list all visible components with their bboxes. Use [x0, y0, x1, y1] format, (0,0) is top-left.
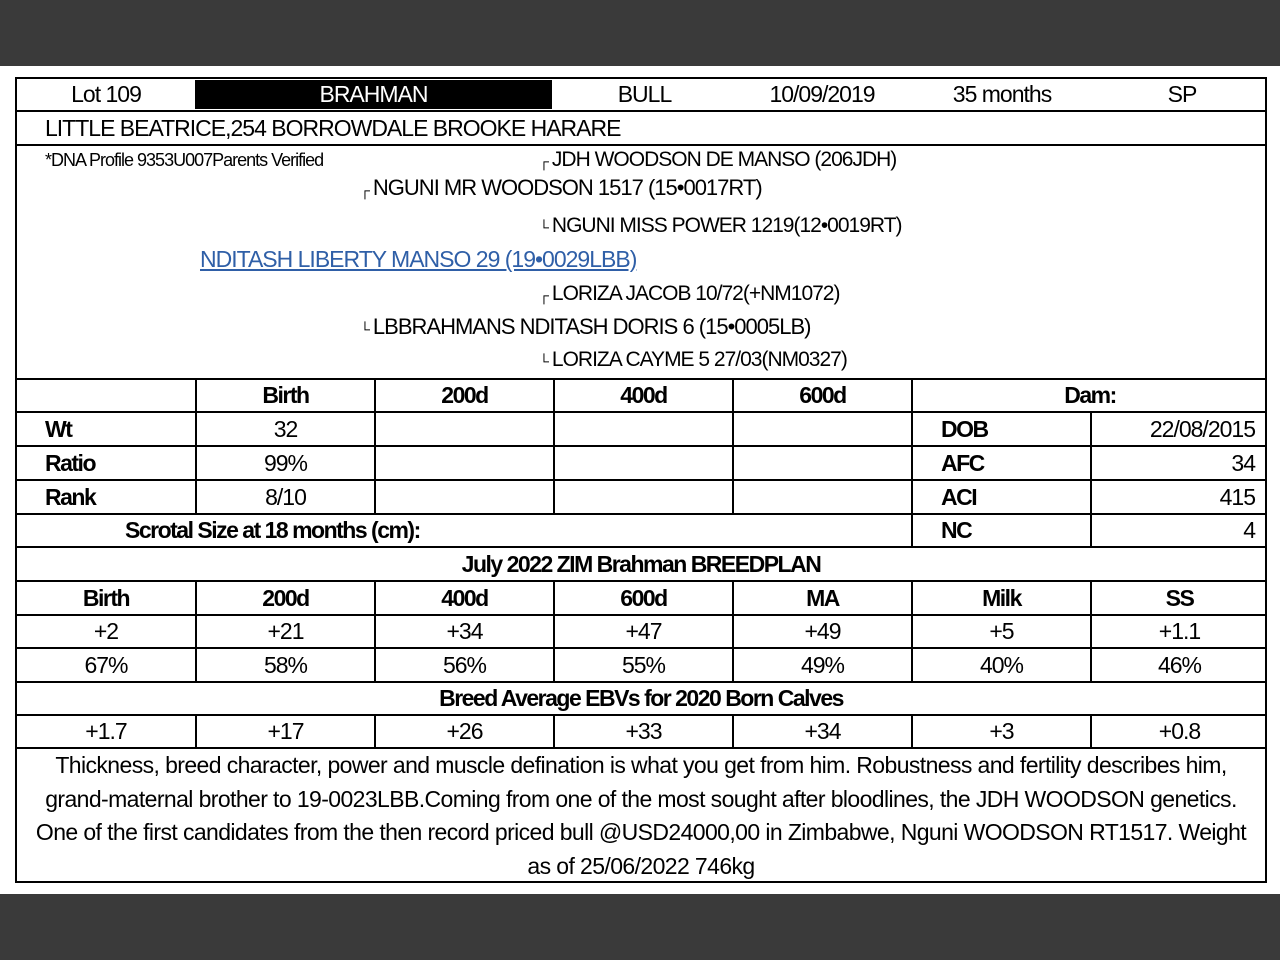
table-cell: 32: [195, 413, 374, 445]
dam-key: ACI: [911, 481, 1090, 513]
scrotal-label: Scrotal Size at 18 months (cm):: [125, 517, 420, 543]
pedigree-block: [17, 146, 1265, 380]
breed-average-title-row: [17, 683, 1265, 716]
ebv-header: SS: [1090, 582, 1267, 614]
breedplan-title-row: [17, 548, 1265, 582]
table-cell: [553, 413, 732, 445]
table-cell: [732, 481, 911, 513]
page: [0, 66, 1280, 894]
average-value: +3: [911, 716, 1090, 747]
ebv-value: +1.1: [1090, 616, 1267, 647]
col-header-birth: Birth: [195, 380, 374, 411]
pedigree-dam: └ LBBRAHMANS NDITASH DORIS 6 (15•0005LB): [360, 314, 811, 339]
dam-key: DOB: [911, 413, 1090, 445]
dam-value: 22/08/2015: [1090, 413, 1267, 445]
average-value: +26: [374, 716, 553, 747]
table-cell: [374, 481, 553, 513]
comments-paragraph: Thickness, breed character, power and muscle defination is what you get from him. Robustness and fertility describes him, grand-maternal brother to 19-0023LBB.Coming from one of the most sought after bloodlines, the JDH WOODSON genetics. One of the first candidates from the then record priced bull @USD24000,00 in Zimbabwe, Nguni WOODSON RT1517. Weight as of 25/06/2022 746kg: [35, 752, 1247, 879]
breed-label: BRAHMAN: [195, 80, 552, 109]
pedigree-sire-sire-sire: ┌ JDH WOODSON DE MANSO (206JDH): [539, 148, 897, 171]
ebv-header: Birth: [82, 584, 130, 611]
table-row: [17, 413, 1265, 447]
pedigree-sire-sire: ┌ NGUNI MR WOODSON 1517 (15•0017RT): [360, 175, 762, 200]
average-value: +1.7: [85, 718, 127, 744]
accuracy-value: 49%: [732, 649, 911, 681]
ebv-header: MA: [732, 582, 911, 614]
pedigree-sire-sire-dam: └ NGUNI MISS POWER 1219(12•0019RT): [539, 214, 902, 237]
ebv-header: 600d: [553, 582, 732, 614]
accuracy-value: 55%: [553, 649, 732, 681]
dam-value: 415: [1090, 481, 1267, 513]
table-cell: [553, 481, 732, 513]
breed-average-title: Breed Average EBVs for 2020 Born Calves: [439, 685, 843, 711]
ebv-value: +47: [553, 616, 732, 647]
table-cell: [732, 447, 911, 479]
table-row: [17, 447, 1265, 481]
ebv-value: +5: [911, 616, 1090, 647]
ebv-header: 200d: [195, 582, 374, 614]
accuracy-value: 67%: [84, 651, 128, 678]
ebv-header: Milk: [911, 582, 1090, 614]
table-row: [17, 481, 1265, 515]
sex-label: BULL: [617, 81, 672, 107]
row-label: Ratio: [45, 449, 95, 476]
ebv-value: +21: [195, 616, 374, 647]
pedigree-dam-dam: └ LORIZA CAYME 5 27/03(NM0327): [539, 348, 847, 371]
sire-link[interactable]: NDITASH LIBERTY MANSO 29 (19•0029LBB): [200, 246, 637, 272]
col-header-200d: 200d: [374, 380, 553, 411]
table-cell: 99%: [195, 447, 374, 479]
average-value: +34: [732, 716, 911, 747]
table-cell: 8/10: [195, 481, 374, 513]
dam-key: NC: [911, 515, 1090, 546]
ebv-header: 400d: [374, 582, 553, 614]
ebv-value: +2: [93, 618, 119, 644]
accuracy-value: 58%: [195, 649, 374, 681]
dam-value: 34: [1090, 447, 1267, 479]
table-cell: [553, 447, 732, 479]
row-label: Wt: [45, 415, 72, 442]
ebv-row: [17, 616, 1265, 649]
accuracy-value: 40%: [911, 649, 1090, 681]
breedplan-title: July 2022 ZIM Brahman BREEDPLAN: [461, 550, 821, 577]
scrotal-row: [17, 515, 1265, 548]
table-cell: [732, 413, 911, 445]
dna-profile: *DNA Profile 9353U007Parents Verified: [45, 150, 324, 170]
ebv-value: +34: [374, 616, 553, 647]
average-value: +17: [195, 716, 374, 747]
owner-row: [17, 112, 1265, 146]
age-label: 35 months: [952, 81, 1052, 107]
table-cell: [374, 413, 553, 445]
breedplan-header-row: [17, 582, 1265, 616]
header-row: [17, 79, 1265, 112]
accuracy-value: 56%: [374, 649, 553, 681]
birth-date: 10/09/2019: [769, 81, 875, 107]
row-label: Rank: [45, 483, 96, 510]
table-cell: [374, 447, 553, 479]
dam-header: Dam:: [911, 380, 1267, 411]
ebv-value: +49: [732, 616, 911, 647]
lot-number: Lot 109: [71, 81, 141, 107]
grade-label: SP: [1167, 81, 1197, 107]
lot-card: [15, 77, 1267, 883]
col-header-400d: 400d: [553, 380, 732, 411]
average-value: +0.8: [1090, 716, 1267, 747]
col-header-600d: 600d: [732, 380, 911, 411]
dam-key: AFC: [911, 447, 1090, 479]
dam-value: 4: [1090, 515, 1267, 546]
average-value: +33: [553, 716, 732, 747]
owner-address: LITTLE BEATRICE,254 BORROWDALE BROOKE HARARE: [45, 114, 621, 141]
weight-header-row: [17, 380, 1265, 413]
breed-average-row: [17, 716, 1265, 749]
pedigree-dam-sire: ┌ LORIZA JACOB 10/72(+NM1072): [539, 282, 840, 305]
accuracy-value: 46%: [1090, 649, 1267, 681]
accuracy-row: [17, 649, 1265, 683]
